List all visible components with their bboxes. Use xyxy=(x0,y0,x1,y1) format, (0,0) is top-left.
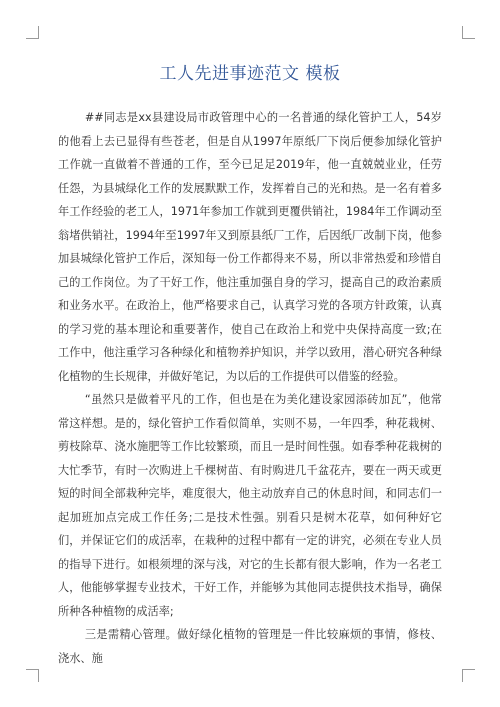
document-body xyxy=(58,106,442,670)
crop-mark-top-right xyxy=(462,26,475,39)
crop-mark-top-left xyxy=(26,26,39,39)
crop-mark-bottom-right xyxy=(462,669,475,682)
crop-mark-bottom-left xyxy=(26,669,39,682)
paragraph: “虽然只是做着平凡的工作，但也是在为美化建设家园添砖加瓦”，他常常这样想。是的，绿化管护工作看似简单，实则不易，一年四季，种花栽树、剪枝除草、浇水施肥等工作比较繁琐，而且一是时间性强。如春季种花栽树的大忙季节，有时一次购进上千棵树苗、有时购进几千盆花卉，要在一两天或更短的时间全部栽种完毕，难度很大，他主动放弃自己的休息时间，和同志们一起加班加点完成工作任务;二是技术性强。别看只是树木花草，如何种好它们，并保证它们的成活率，在栽种的过程中都有一定的讲究，必须在专业人员的指导下进行。如根须埋的深与浅，对它的生长都有很大影响，作为一名老工人，他能够掌握专业技术，干好工作，并能够为其他同志提供技术指导，确保所种各种植物的成活率; xyxy=(58,393,442,618)
paragraph: 三是需精心管理。做好绿化植物的管理是一件比较麻烦的事情，修枝、浇水、施 xyxy=(58,628,442,665)
document-title: 工人先进事迹范文 模板 xyxy=(159,64,341,84)
paragraph: ##同志是xx县建设局市政管理中心的一名普通的绿化管护工人，54岁的他看上去已显得有些苍老，但是自从1997年原纸厂下岗后便参加绿化管护工作就一直做着不普通的工作，至今已足足2019年，他一直兢兢业业，任劳任怨，为县城绿化工作的发展默默工作，发挥着自己的光和热。是一名有着多年工作经验的老工人，1971年参加工作就到更覆供销社，1984年工作调动至翁堵供销社，1994年至1997年又到原县纸厂工作，后因纸厂改制下岗，他参加县城绿化管护工作后，深知每一份工作都得来不易，所以非常热爱和珍惜自己的工作岗位。为了干好工作，他注重加强自身的学习，提高自己的政治素质和业务水平。在政治上，他严格要求自己，认真学习党的各项方针政策，认真的学习党的基本理论和重要著作，使自己在政治上和党中央保持高度一致;在工作中，他注重学习各种绿化和植物养护知识，并学以致用，潜心研究各种绿化植物的生长规律，并做好笔记，为以后的工作提供可以借鉴的经验。 xyxy=(58,111,442,383)
